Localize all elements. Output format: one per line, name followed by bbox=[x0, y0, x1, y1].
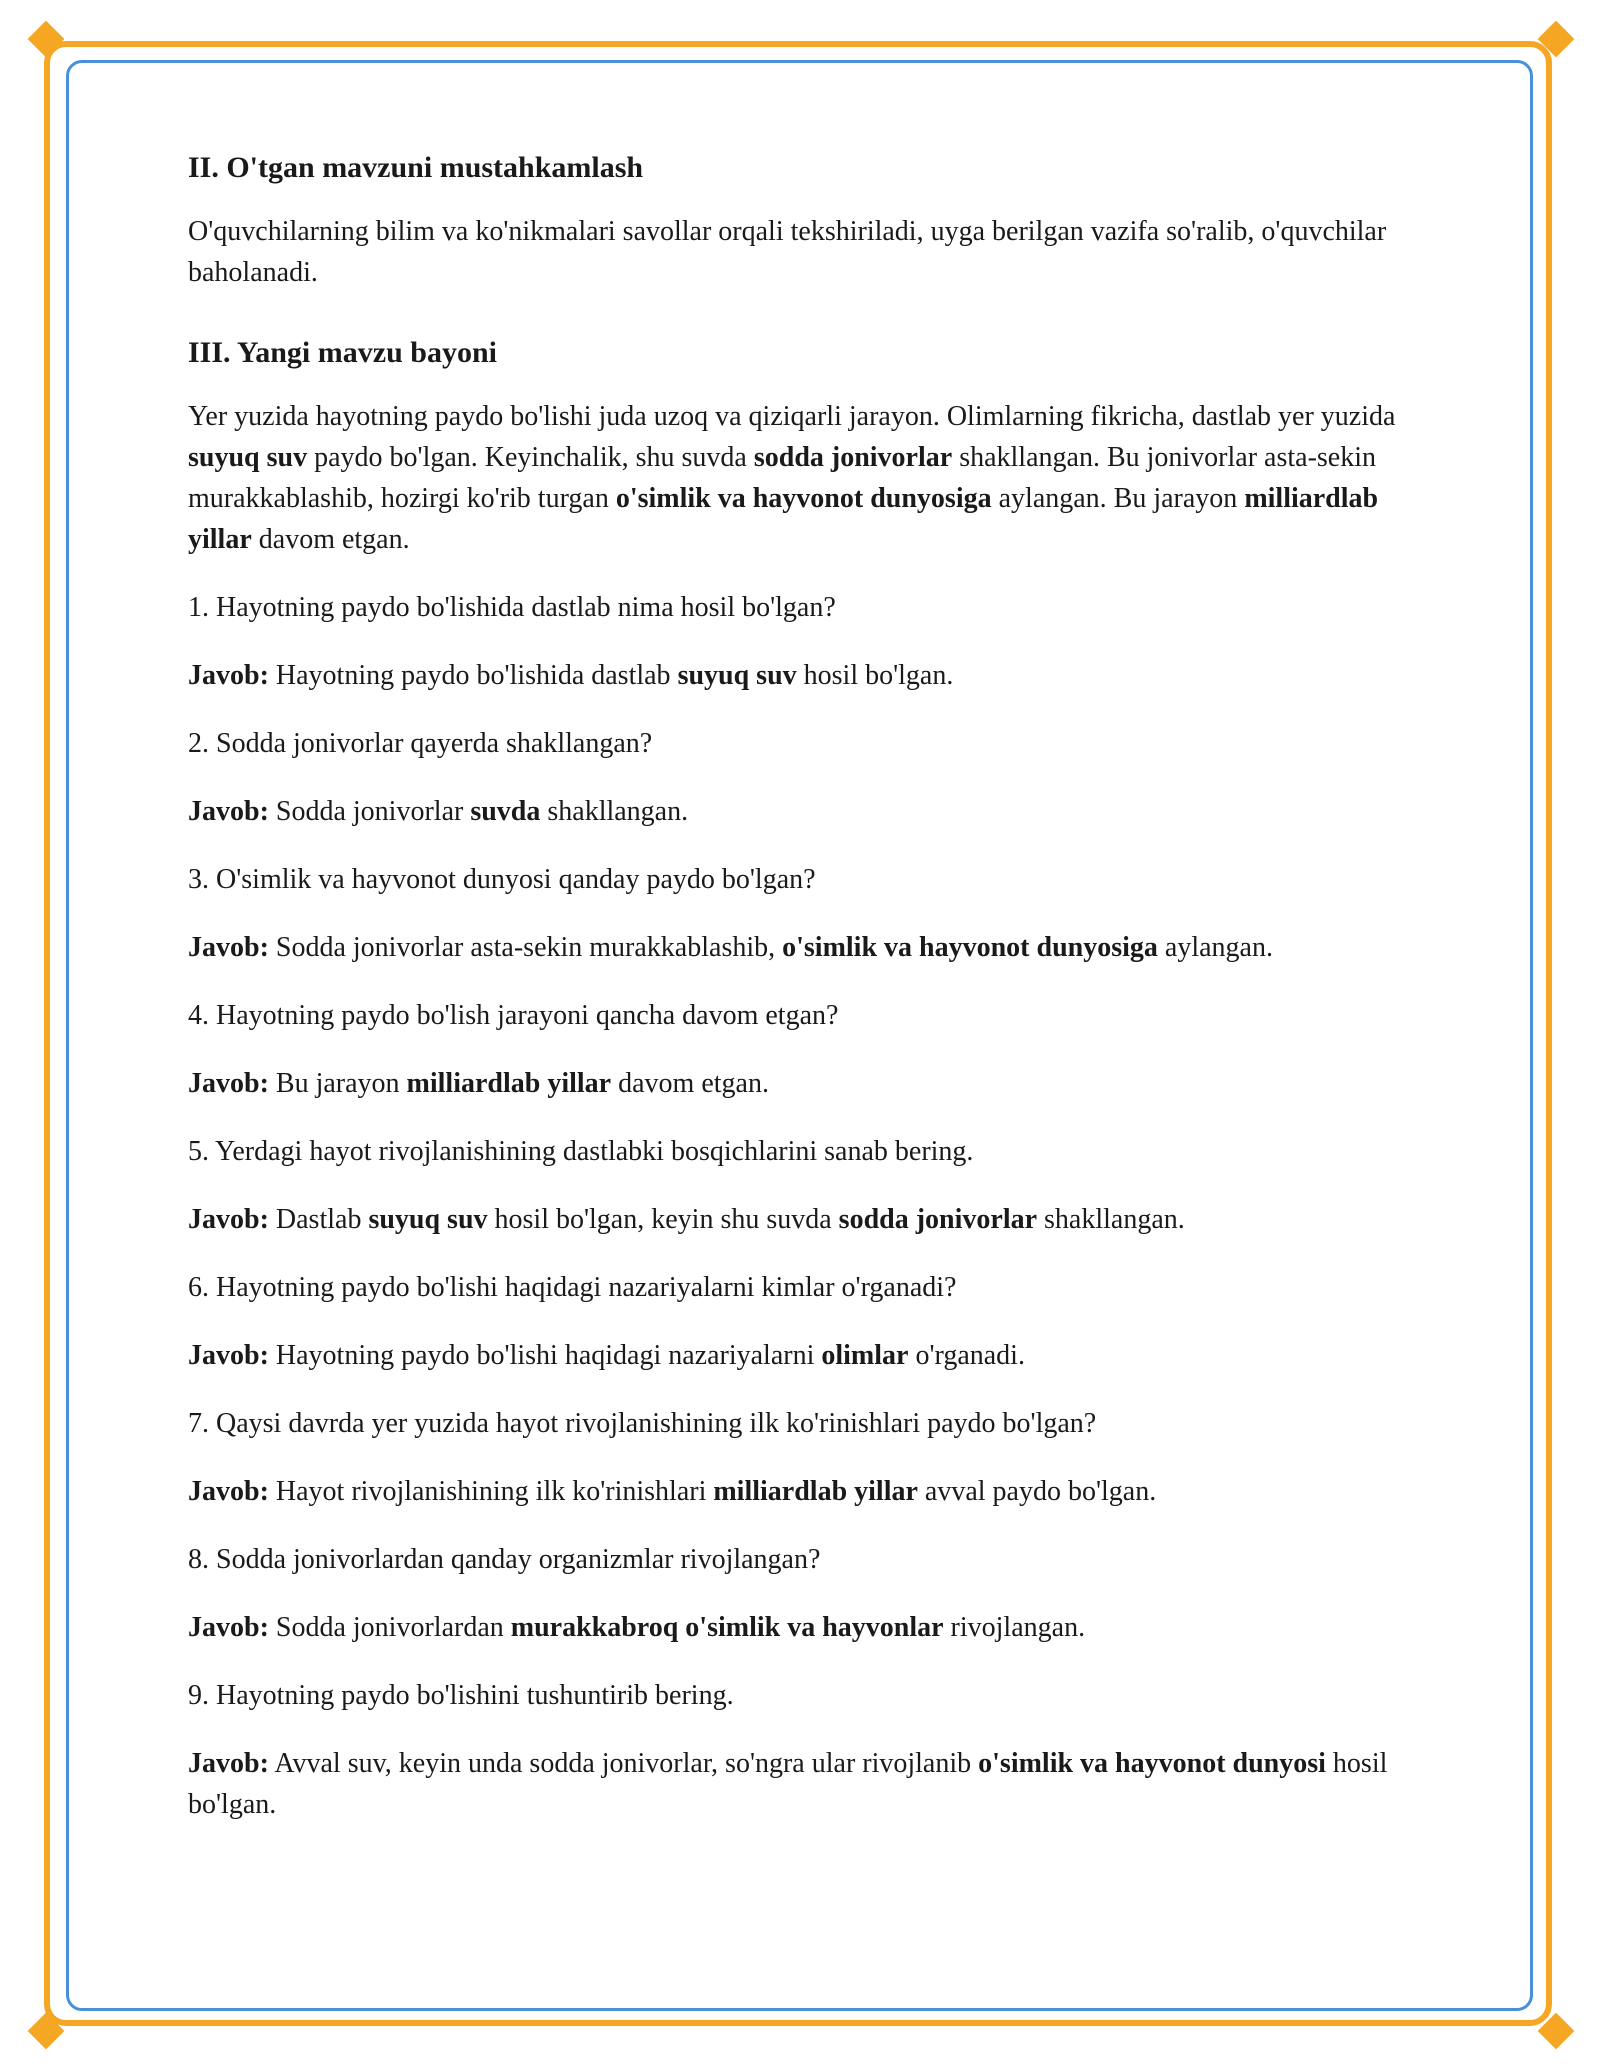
answer-text: shakllangan. bbox=[1037, 1204, 1185, 1235]
answer-2 bbox=[188, 791, 1428, 832]
answer-bold-text: o'simlik va hayvonot dunyosiga bbox=[782, 932, 1158, 963]
answer-5 bbox=[188, 1199, 1428, 1240]
answer-bold-text: suvda bbox=[470, 796, 541, 827]
intro-text-5: davom etgan. bbox=[251, 524, 410, 555]
answer-text: rivojlangan. bbox=[943, 1612, 1086, 1643]
answer-text: Avval suv, keyin unda sodda jonivorlar, so'ngra ular rivojlanib bbox=[268, 1748, 979, 1779]
answer-bold-text: suyuq suv bbox=[677, 660, 797, 691]
intro-bold-1: suyuq suv bbox=[188, 442, 308, 473]
intro-text-4: aylangan. Bu jarayon bbox=[991, 483, 1245, 514]
answer-6 bbox=[188, 1335, 1428, 1376]
question-6: 6. Hayotning paydo bo'lishi haqidagi nazariyalarni kimlar o'rganadi? bbox=[188, 1272, 957, 1303]
answer-text: hosil bo'lgan, keyin shu suvda bbox=[487, 1204, 839, 1235]
answer-label: Javob: bbox=[188, 1612, 269, 1643]
answer-text: Sodda jonivorlardan bbox=[268, 1612, 511, 1643]
answer-label: Javob: bbox=[188, 660, 269, 691]
answer-text: davom etgan. bbox=[611, 1068, 769, 1099]
answer-label: Javob: bbox=[188, 1204, 269, 1235]
answer-text: aylangan. bbox=[1157, 932, 1273, 963]
question-2: 2. Sodda jonivorlar qayerda shakllangan? bbox=[188, 728, 653, 759]
intro-bold-3: o'simlik va hayvonot dunyosiga bbox=[615, 483, 992, 514]
answer-text: hosil bo'lgan. bbox=[188, 1748, 1388, 1820]
question-5: 5. Yerdagi hayot rivojlanishining dastlabki bosqichlarini sanab bering. bbox=[188, 1136, 974, 1167]
answer-text: Hayotning paydo bo'lishi haqidagi nazariyalarni bbox=[268, 1340, 822, 1371]
intro-text-1: Yer yuzida hayotning paydo bo'lishi juda uzoq va qiziqarli jarayon. Olimlarning fikricha, dastlab yer yuzida bbox=[188, 401, 1396, 432]
answer-text: hosil bo'lgan. bbox=[796, 660, 954, 691]
intro-bold-4: milliardlab yillar bbox=[188, 483, 1379, 555]
answer-bold-text: milliardlab yillar bbox=[406, 1068, 612, 1099]
answer-bold-text: sodda jonivorlar bbox=[838, 1204, 1038, 1235]
question-1: 1. Hayotning paydo bo'lishida dastlab nima hosil bo'lgan? bbox=[188, 592, 836, 623]
question-3: 3. O'simlik va hayvonot dunyosi qanday paydo bo'lgan? bbox=[188, 864, 816, 895]
section3-heading: III. Yangi mavzu bayoni bbox=[188, 336, 497, 369]
section3-intro bbox=[188, 396, 1428, 560]
answer-bold-text: o'simlik va hayvonot dunyosi bbox=[978, 1748, 1326, 1779]
document-content bbox=[188, 148, 1428, 1852]
answer-7 bbox=[188, 1471, 1428, 1512]
answer-3 bbox=[188, 927, 1428, 968]
section2-text: O'quvchilarning bilim va ko'nikmalari savollar orqali tekshiriladi, uyga berilgan vazifa so'ralib, o'quvchilar baholanadi. bbox=[188, 216, 1387, 288]
answer-4 bbox=[188, 1063, 1428, 1104]
answer-text: Hayotning paydo bo'lishida dastlab bbox=[268, 660, 678, 691]
answer-text: Hayot rivojlanishining ilk ko'rinishlari bbox=[268, 1476, 714, 1507]
answer-text: Dastlab bbox=[268, 1204, 369, 1235]
answer-label: Javob: bbox=[188, 1340, 269, 1371]
answer-label: Javob: bbox=[188, 796, 269, 827]
answer-label: Javob: bbox=[188, 1748, 269, 1779]
section2-heading: II. O'tgan mavzuni mustahkamlash bbox=[188, 151, 644, 184]
answer-bold-text: murakkabroq o'simlik va hayvonlar bbox=[510, 1612, 944, 1643]
answer-text: shakllangan. bbox=[540, 796, 689, 827]
qa-list bbox=[188, 587, 1428, 1825]
answer-text: avval paydo bo'lgan. bbox=[917, 1476, 1157, 1507]
question-7: 7. Qaysi davrda yer yuzida hayot rivojlanishining ilk ko'rinishlari paydo bo'lgan? bbox=[188, 1408, 1097, 1439]
question-4: 4. Hayotning paydo bo'lish jarayoni qancha davom etgan? bbox=[188, 1000, 839, 1031]
intro-bold-2: sodda jonivorlar bbox=[753, 442, 953, 473]
answer-label: Javob: bbox=[188, 1068, 269, 1099]
answer-9 bbox=[188, 1743, 1428, 1825]
answer-text: Bu jarayon bbox=[268, 1068, 407, 1099]
answer-text: o'rganadi. bbox=[908, 1340, 1025, 1371]
answer-bold-text: suyuq suv bbox=[368, 1204, 488, 1235]
answer-1 bbox=[188, 655, 1428, 696]
answer-text: Sodda jonivorlar asta-sekin murakkablashib, bbox=[268, 932, 783, 963]
intro-text-2: paydo bo'lgan. Keyinchalik, shu suvda bbox=[307, 442, 754, 473]
answer-bold-text: olimlar bbox=[821, 1340, 909, 1371]
answer-label: Javob: bbox=[188, 932, 269, 963]
answer-8 bbox=[188, 1607, 1428, 1648]
question-8: 8. Sodda jonivorlardan qanday organizmlar rivojlangan? bbox=[188, 1544, 821, 1575]
answer-bold-text: milliardlab yillar bbox=[713, 1476, 918, 1507]
answer-label: Javob: bbox=[188, 1476, 269, 1507]
question-9: 9. Hayotning paydo bo'lishini tushuntirib bering. bbox=[188, 1680, 734, 1711]
answer-text: Sodda jonivorlar bbox=[268, 796, 471, 827]
intro-text-3: shakllangan. Bu jonivorlar asta-sekin murakkablashib, hozirgi ko'rib turgan bbox=[188, 442, 1376, 514]
